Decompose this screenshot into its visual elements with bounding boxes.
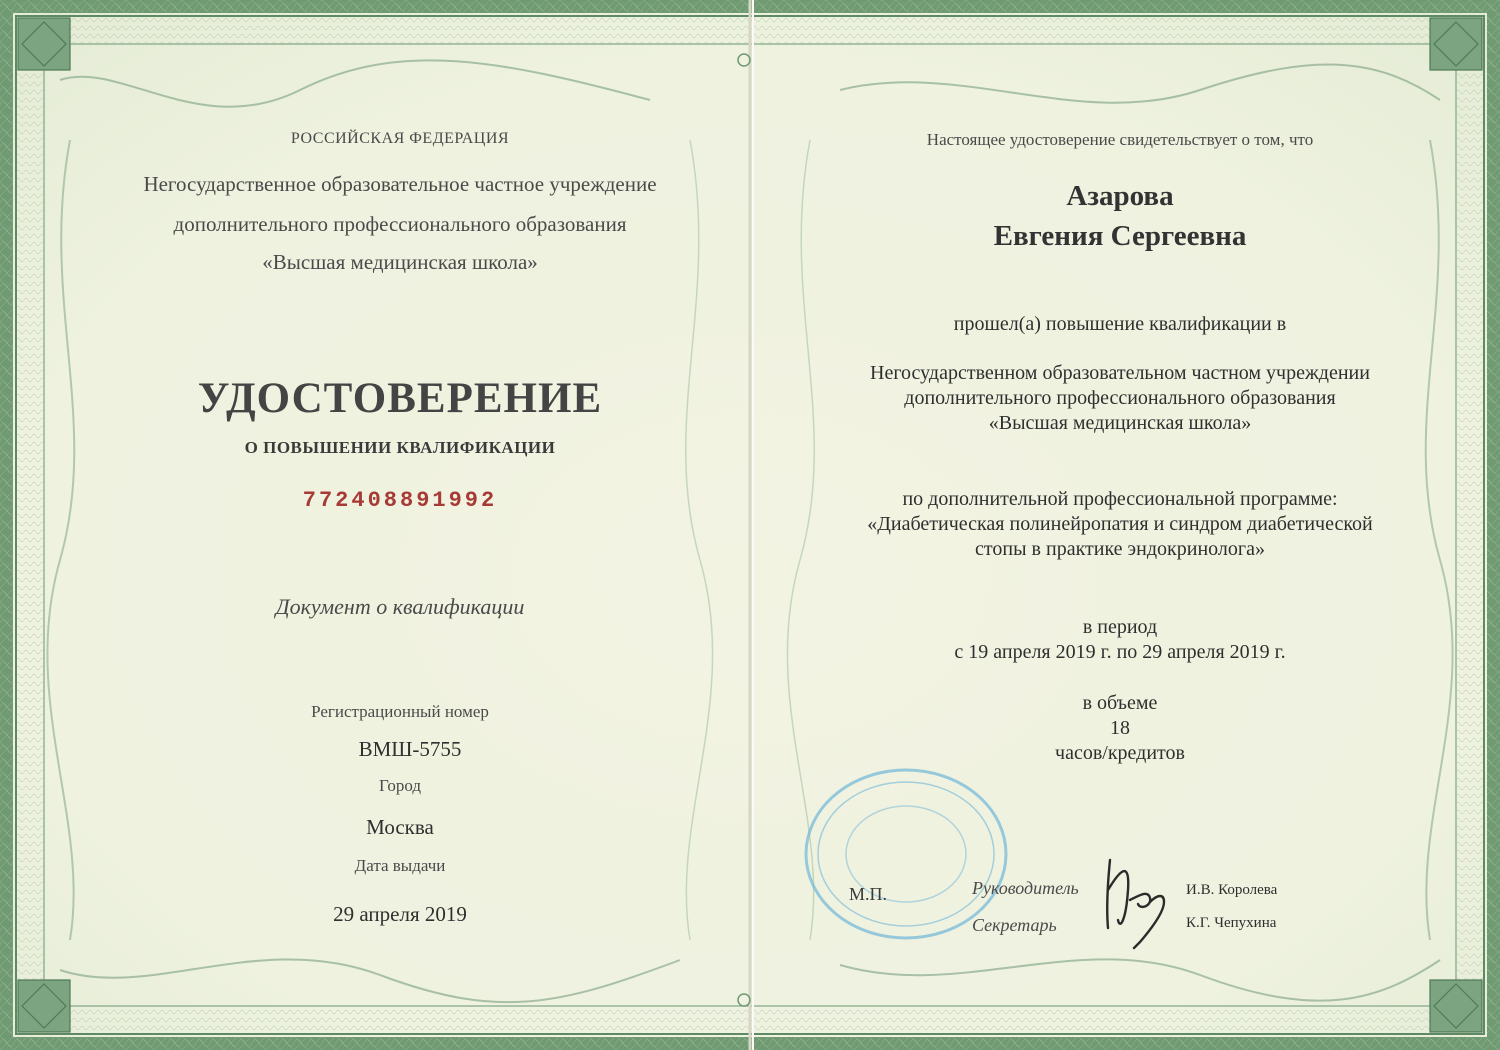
program-title-line-1: «Диабетическая полинейропатия и синдром диабетической bbox=[867, 513, 1373, 535]
holder-surname: Азарова bbox=[1066, 180, 1174, 212]
director-name: И.В. Королева bbox=[1186, 882, 1278, 898]
issue-date-label: Дата выдачи bbox=[354, 856, 446, 875]
volume-label: в объеме bbox=[1082, 692, 1158, 714]
secretary-name: К.Г. Чепухина bbox=[1186, 915, 1277, 931]
issue-date-value: 29 апреля 2019 bbox=[333, 902, 467, 926]
institution-line-3: «Высшая медицинская школа» bbox=[988, 412, 1252, 434]
institution-line-2: дополнительного профессионального образования bbox=[904, 387, 1336, 409]
passed-training-text: прошел(а) повышение квалификации в bbox=[953, 313, 1287, 335]
director-signature bbox=[1090, 850, 1180, 950]
program-title-line-2: стопы в практике эндокринолога» bbox=[975, 538, 1265, 560]
city-value: Москва bbox=[366, 815, 434, 839]
certificate-title: УДОСТОВЕРЕНИЕ bbox=[197, 375, 603, 422]
certificate-subtitle: О ПОВЫШЕНИИ КВАЛИФИКАЦИИ bbox=[244, 438, 556, 457]
institution-line-1: Негосударственном образовательном частном учреждении bbox=[870, 362, 1370, 384]
serial-number: 772408891992 bbox=[302, 488, 498, 513]
period-label: в период bbox=[1082, 616, 1158, 638]
registration-label: Регистрационный номер bbox=[311, 702, 489, 721]
org-name-line-2: дополнительного профессионального образования bbox=[173, 212, 627, 236]
certifies-intro: Настоящее удостоверение свидетельствует о том, что bbox=[926, 130, 1314, 149]
city-label: Город bbox=[379, 776, 421, 795]
holder-given-names: Евгения Сергеевна bbox=[993, 220, 1247, 252]
registration-number: ВМШ-5755 bbox=[358, 737, 462, 761]
secretary-label: Секретарь bbox=[972, 915, 1057, 935]
country-label: РОССИЙСКАЯ ФЕДЕРАЦИЯ bbox=[290, 130, 510, 147]
period-value: с 19 апреля 2019 г. по 29 апреля 2019 г. bbox=[954, 641, 1286, 663]
volume-value: 18 bbox=[1110, 717, 1130, 739]
document-type: Документ о квалификации bbox=[275, 594, 525, 619]
director-label: Руководитель bbox=[972, 878, 1079, 898]
stamp-place-label: М.П. bbox=[848, 884, 887, 904]
volume-unit: часов/кредитов bbox=[1055, 742, 1185, 764]
org-name-line-1: Негосударственное образовательное частное учреждение bbox=[143, 172, 657, 196]
org-name-line-3: «Высшая медицинская школа» bbox=[262, 250, 538, 274]
program-intro: по дополнительной профессиональной программе: bbox=[902, 488, 1338, 510]
